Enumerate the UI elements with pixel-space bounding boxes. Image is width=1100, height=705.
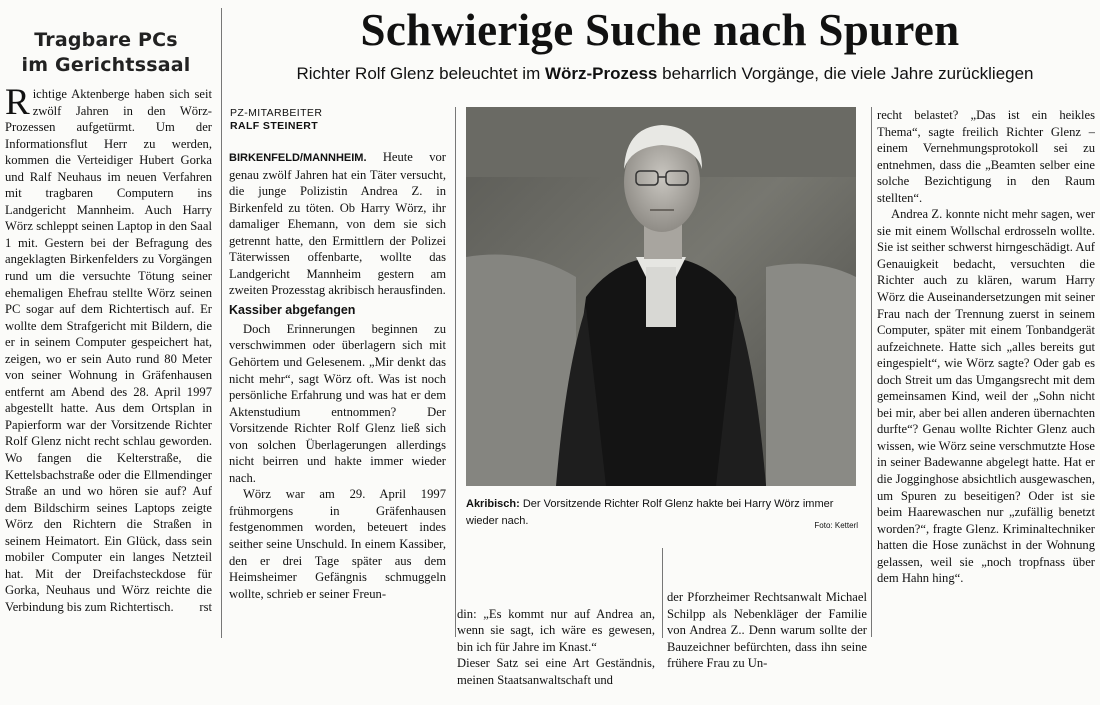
sidebar-dropcap: R (5, 82, 30, 123)
column-divider-1 (455, 107, 456, 637)
article-column-4 (877, 107, 1095, 639)
subtitle-kassiber: Kassiber abgefangen (229, 302, 356, 317)
subhead-post: beharrlich Vorgänge, die viele Jahre zurückliegen (657, 64, 1034, 83)
photo-caption (466, 496, 858, 530)
col3-text: der Pforzheimer Rechtsanwalt Michael Schilpp als Nebenkläger der Familie von Andrea Z.. Denn warum sollte der Bauzeichner befürchten, dass ihn seine frühere Frau zu Un- (667, 590, 867, 671)
col4-para2: Andrea Z. konnte nicht mehr sagen, wer sie mit einem Wollschal erdrosseln wollte. Sie ist seither schwerst hirngeschädigt. Auf Genauigkeit bedacht, versuchten die Richter auch zu klären, warum Harry Wörz die Auseinandersetzungen mit seiner Frau nach der Trennung zuerst in seinem Computer, später mit einem Tonbandgerät aufzeichnete. Hatte sich „alles bereits gut eingespielt“, wie Wörz sagte? Oder gab es doch Streit um das Umgangsrecht mit dem gemeinsamen Kind, weil der „Sohn nicht bei mir, aber bei allen anderen übernachten durfte“? Genau wollte Richter Glenz auch wissen, wie Wörz seine verschmutzte Hose in seiner Badewanne abgelegt hatte. Hat er die Jogginghose absichtlich ausgewaschen, um Spuren zu beseitigen? Oder ist sie beim Haarewaschen nur „zufällig benetzt worden?“, fragte Glenz. Kriminaltechniker hatten die Hose zunächst in der Wohnung gelassen, weil sie „noch tropfnass über dem Hahn hing“. (877, 207, 1095, 586)
col1-para2: Doch Erinnerungen beginnen zu verschwimmen oder überlagern sich mit Gehörtem und Gelesenem. „Mir denkt das nicht mehr“, sagt Wörz oft. Was ist noch persönliche Erfahrung und was hat er dem Aktenstudium entnommen? Der Vorsitzende Richter Rolf Glenz ließ sich von solchen Überlagerungen allerdings nicht beirren und hakte immer wieder nach. (229, 321, 446, 485)
col4-para1: recht belastet? „Das ist ein heikles Thema“, sagte freilich Richter Glenz – einem Vernehmungsprotokoll sei zu entnehmen, dass die „Beamten selber eine solche Bezichtigung in den Raum stellten“. (877, 108, 1095, 205)
sidebar-divider (221, 8, 222, 638)
article-column-3-bottom (667, 589, 867, 672)
sidebar-heading (0, 28, 212, 78)
judge-photo-image (466, 107, 856, 486)
caption-bold: Akribisch: (466, 498, 520, 510)
subheadline (230, 62, 1100, 86)
headline: Schwierige Suche nach Spuren (360, 5, 960, 55)
sidebar-body: ichtige Aktenberge haben sich seit zwölf Jahren in den Wörz-Prozessen aufgetürmt. Um der Informationsflut Herr zu werden, kommen die Verteidiger Hubert Gorka und Ralf Neuhaus im neuen Verfahren mit tragbaren Computern ins Landgericht Mannheim. Auch Harry Wörz schleppt seinen Laptop in den Saal 1 mit. Gestern bei der Befragung des angeklagten Birkenfelders zu Vorgängen rund um die versuchte Tötung seiner ehemaligen Ehefrau stellte Wörz seinen PC sogar auf dem Richtertisch auf. Er wollte dem Strafgericht mit Bildern, die er in seinem Computer gespeichert hat, zeigen, wo er sein Auto rund 80 Meter von seiner Wohnung in Gräfenhausen entfernt am Abend des 28. April 1997 abgestellt hatte. Aus dem Ortsplan in Papierform war der Vorsitzende Richter Rolf Glenz nicht recht schlau geworden. Wo fangen die Kelterstraße, die Kettelsbachstraße oder die Ellmendinger Straße an und wo hören sie auf? Auf dem Bildschirm seines Laptops zeigte Wörz den Richtern die Straßen in seinem Heimatort. Ein Glück, dass sein mobiler Computer ein langes Netzteil hat. Mit der Dreifachsteckdose für Gorka, Neuhaus und Wörz reichte die Verbindung bis zum Richtertisch. (5, 87, 212, 614)
column-divider-3 (871, 107, 872, 637)
sidebar-signature: rst (199, 599, 212, 614)
photo-credit: Foto: Ketterl (814, 521, 858, 530)
column-divider-2 (662, 548, 663, 638)
sidebar-text (5, 82, 212, 616)
byline-name: RALF STEINERT (230, 120, 319, 132)
article-column-1 (229, 149, 446, 639)
dateline: BIRKENFELD/MANNHEIM. (229, 152, 367, 164)
byline-role: PZ-MITARBEITER (230, 107, 323, 119)
subhead-bold: Wörz-Prozess (544, 64, 658, 83)
judge-photo (466, 107, 856, 486)
subhead-pre: Richter Rolf Glenz beleuchtet im (296, 64, 545, 83)
col2-text: din: „Es kommt nur auf Andrea an, wenn sie sagt, ich wäre es gewesen, bin ich für Jahre im Knast.“ Dieser Satz sei eine Art Geständnis, meinen Staatsanwaltschaft und (457, 606, 655, 687)
col1-para1: Heute vor genau zwölf Jahren hat ein Täter versucht, die junge Polizistin Andrea Z. in Birkenfeld zu töten. Ob Harry Wörz, ihr damaliger Ehemann, von dem sie sich getrennt hatte, den Ermittlern der Polizei Täterwissen offenbarte, wollte das Landgericht Mannheim gestern am zweiten Prozesstag akribisch herausfinden. (229, 150, 446, 298)
caption-text: Der Vorsitzende Richter Rolf Glenz hakte bei Harry Wörz immer wieder nach. (466, 498, 834, 527)
sidebar-heading-line2: im Gerichtssaal (21, 54, 191, 76)
sidebar-heading-line1: Tragbare PCs (34, 29, 178, 51)
article-column-2-bottom (455, 589, 655, 705)
col1-para3: Wörz war am 29. April 1997 frühmorgens in Gräfenhausen festgenommen worden, beteuert indes seither seine Unschuld. In einem Kassiber, den er drei Tage später aus dem Heimsheimer Gefängnis schmuggeln wollte, schrieb er seiner Freun- (229, 487, 446, 601)
byline (230, 107, 445, 133)
